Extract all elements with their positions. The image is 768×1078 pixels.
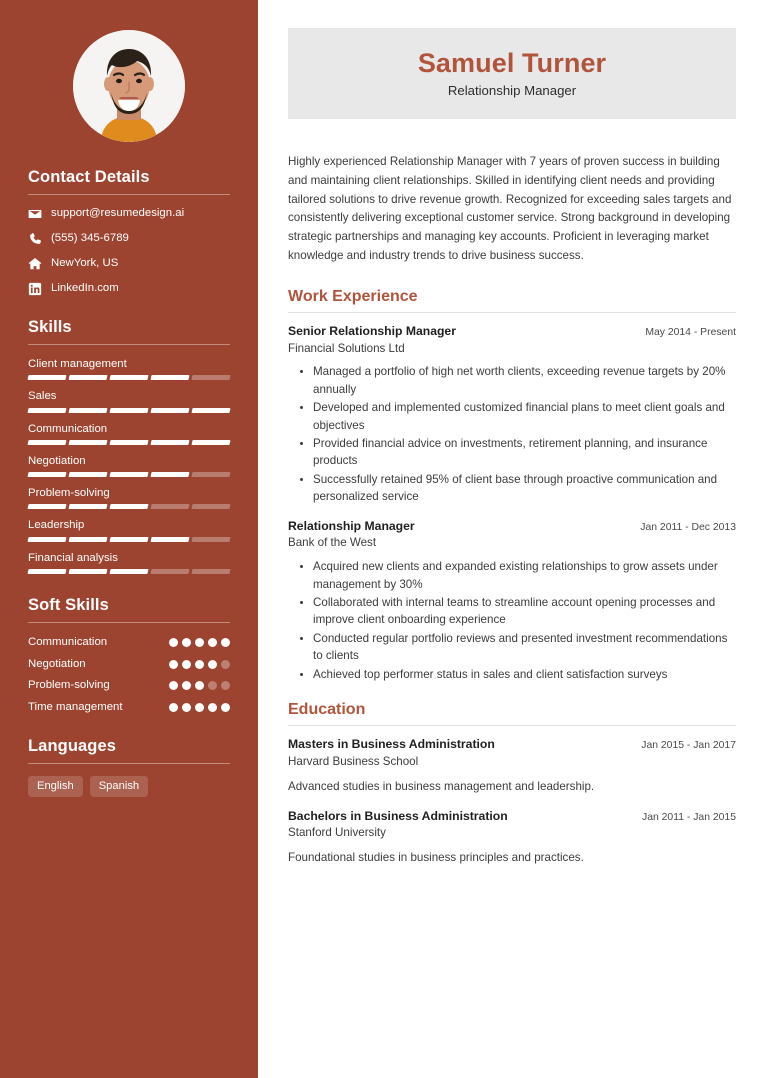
skill-segment [150,569,189,574]
employer-name: Bank of the West [288,536,377,550]
name-banner [288,28,736,119]
skill-segment [191,472,230,477]
skill-segment [150,440,189,445]
education-section [288,701,736,867]
responsibility-item: • Provided financial advice on investments, retirement planning, and insurance products [313,435,736,470]
skill-segment [109,569,148,574]
rating-dot [208,703,217,712]
skill-segment [191,504,230,509]
education-entry [288,737,736,796]
skill-level-bar [28,440,230,445]
rating-dot [221,660,230,669]
soft-skill-label: Problem-solving [28,679,110,692]
institution-name: Stanford University [288,826,386,840]
contact-email-label: support@resumedesign.ai [51,207,185,220]
soft-skill-rating [169,678,230,690]
home-icon [28,257,42,271]
skill-level-bar [28,569,230,574]
soft-skill-item [28,635,230,650]
skill-item [28,422,230,445]
skill-label: Negotiation [28,454,86,467]
responsibility-list [288,558,736,683]
skill-label: Communication [28,422,108,435]
skill-segment [150,537,189,542]
divider [28,622,230,623]
skill-segment [109,537,148,542]
work-entry [288,519,736,683]
skill-label: Sales [28,390,57,403]
skill-segment [68,504,107,509]
divider [28,763,230,764]
degree-title: Masters in Business Administration [288,736,495,751]
skills-section [28,318,230,574]
contact-section [28,168,230,296]
soft-skill-rating [169,657,230,669]
divider [288,725,736,726]
entry-header [288,737,736,753]
languages-section [28,737,230,797]
skill-segment [68,569,107,574]
contact-heading: Contact Details [28,168,150,186]
job-date-range: May 2014 - Present [645,326,736,338]
skill-segment [27,569,66,574]
skill-segment [27,537,66,542]
work-experience-section [288,288,736,683]
contact-linkedin-label: LinkedIn.com [51,282,119,295]
education-entry [288,809,736,868]
contact-item-phone[interactable] [28,232,230,246]
skill-item [28,551,230,574]
rating-dot [182,681,191,690]
skill-item [28,454,230,477]
soft-skill-rating [169,700,230,712]
soft-skill-item [28,678,230,693]
phone-icon [28,232,42,246]
skill-level-bar [28,408,230,413]
rating-dot [208,681,217,690]
skill-segment [68,537,107,542]
skill-segment [68,472,107,477]
languages-list [28,776,230,797]
soft-skill-item [28,700,230,715]
linkedin-icon [28,282,42,296]
skill-segment [191,440,230,445]
job-date-range: Jan 2011 - Dec 2013 [640,521,736,533]
skill-segment [109,440,148,445]
skill-segment [191,408,230,413]
responsibility-item: • Developed and implemented customized financial plans to meet client goals and objectives [313,399,736,434]
job-title: Relationship Manager [288,518,415,533]
skill-segment [150,408,189,413]
page-title: Samuel Turner [417,48,607,78]
responsibility-item: • Successfully retained 95% of client base through proactive communication and personalized service [313,471,736,506]
skills-list [28,357,230,574]
skill-item [28,389,230,412]
rating-dot [195,681,204,690]
responsibility-list [288,363,736,505]
rating-dot [169,703,178,712]
skill-item [28,486,230,509]
work-experience-heading: Work Experience [288,287,418,305]
degree-description: Advanced studies in business management and leadership. [288,779,595,793]
degree-date-range: Jan 2015 - Jan 2017 [641,739,736,751]
rating-dot [221,681,230,690]
soft-skill-label: Time management [28,701,123,714]
skill-segment [109,504,148,509]
rating-dot [221,638,230,647]
skill-segment [150,375,189,380]
work-experience-list [288,324,736,683]
skill-segment [109,472,148,477]
responsibility-item: • Managed a portfolio of high net worth clients, exceeding revenue targets by 20% annually [313,363,736,398]
language-tag: English [28,776,83,797]
skill-segment [27,504,66,509]
soft-skills-heading: Soft Skills [28,595,109,614]
responsibility-item: • Conducted regular portfolio reviews and presented investment recommendations to clients [313,630,736,665]
entry-header [288,324,736,340]
skill-segment [27,440,66,445]
job-title: Senior Relationship Manager [288,323,456,338]
skill-segment [109,408,148,413]
rating-dot [182,660,191,669]
avatar-container [28,0,230,168]
rating-dot [195,638,204,647]
languages-heading: Languages [28,737,117,756]
degree-date-range: Jan 2011 - Jan 2015 [642,811,736,823]
rating-dot [169,681,178,690]
rating-dot [195,703,204,712]
skill-segment [150,472,189,477]
skill-segment [191,375,230,380]
skill-segment [68,408,107,413]
skill-level-bar [28,504,230,509]
skill-segment [191,569,230,574]
education-list [288,737,736,867]
skill-segment [68,375,107,380]
envelope-icon [28,207,42,221]
degree-description: Foundational studies in business principles and practices. [288,851,584,865]
skill-label: Leadership [28,519,85,532]
skill-level-bar [28,537,230,542]
contact-item-email[interactable] [28,207,230,221]
profile-summary: Highly experienced Relationship Manager with 7 years of proven success in building and maintaining client relationships. Skilled in identifying client needs and providing tailored solutions to drive revenue growth. Recognized for exceeding sales targets and consistently delivering exceptional customer service. Strong background in developing strategic partnerships and managing key accounts. Proficient in leveraging market knowledge and industry trends to drive business success. [288,155,732,262]
skill-segment [191,537,230,542]
education-heading: Education [288,700,366,718]
institution-name: Harvard Business School [288,754,419,768]
rating-dot [221,703,230,712]
skill-label: Problem-solving [28,487,110,499]
job-role: Relationship Manager [447,83,577,99]
skill-item [28,518,230,541]
rating-dot [208,660,217,669]
responsibility-item: • Collaborated with internal teams to streamline account opening processes and improve client onboarding experience [313,594,736,629]
skill-level-bar [28,375,230,380]
divider [288,312,736,313]
rating-dot [169,660,178,669]
skill-segment [27,472,66,477]
rating-dot [208,638,217,647]
avatar [73,30,185,142]
divider [28,344,230,345]
contact-item-location[interactable] [28,257,230,271]
skill-level-bar [28,472,230,477]
rating-dot [182,638,191,647]
skill-segment [27,375,66,380]
contact-location-label: NewYork, US [51,257,119,270]
entry-header [288,519,736,535]
employer-name: Financial Solutions Ltd [288,341,405,355]
skills-heading: Skills [28,318,72,336]
rating-dot [169,638,178,647]
skill-label: Financial analysis [28,551,118,564]
skill-item [28,357,230,380]
responsibility-item: • Acquired new clients and expanded existing relationships to grow assets under management by 30% [313,558,736,593]
soft-skill-rating [169,635,230,647]
skill-label: Client management [28,358,127,370]
contact-item-linkedin[interactable] [28,282,230,296]
skill-segment [27,408,66,413]
work-entry [288,324,736,506]
rating-dot [182,703,191,712]
degree-title: Bachelors in Business Administration [288,808,508,823]
soft-skills-section [28,596,230,715]
sidebar [0,0,258,1078]
skill-segment [68,440,107,445]
soft-skill-label: Communication [28,635,108,648]
language-tag: Spanish [90,776,148,797]
soft-skills-list [28,635,230,715]
divider [28,194,230,195]
rating-dot [195,660,204,669]
skill-segment [150,504,189,509]
skill-segment [109,375,148,380]
responsibility-item: • Achieved top performer status in sales and client satisfaction surveys [313,666,736,683]
contact-phone-label: (555) 345-6789 [51,232,129,245]
entry-header [288,809,736,825]
soft-skill-label: Negotiation [28,657,86,670]
main-content [258,0,768,1078]
soft-skill-item [28,657,230,672]
